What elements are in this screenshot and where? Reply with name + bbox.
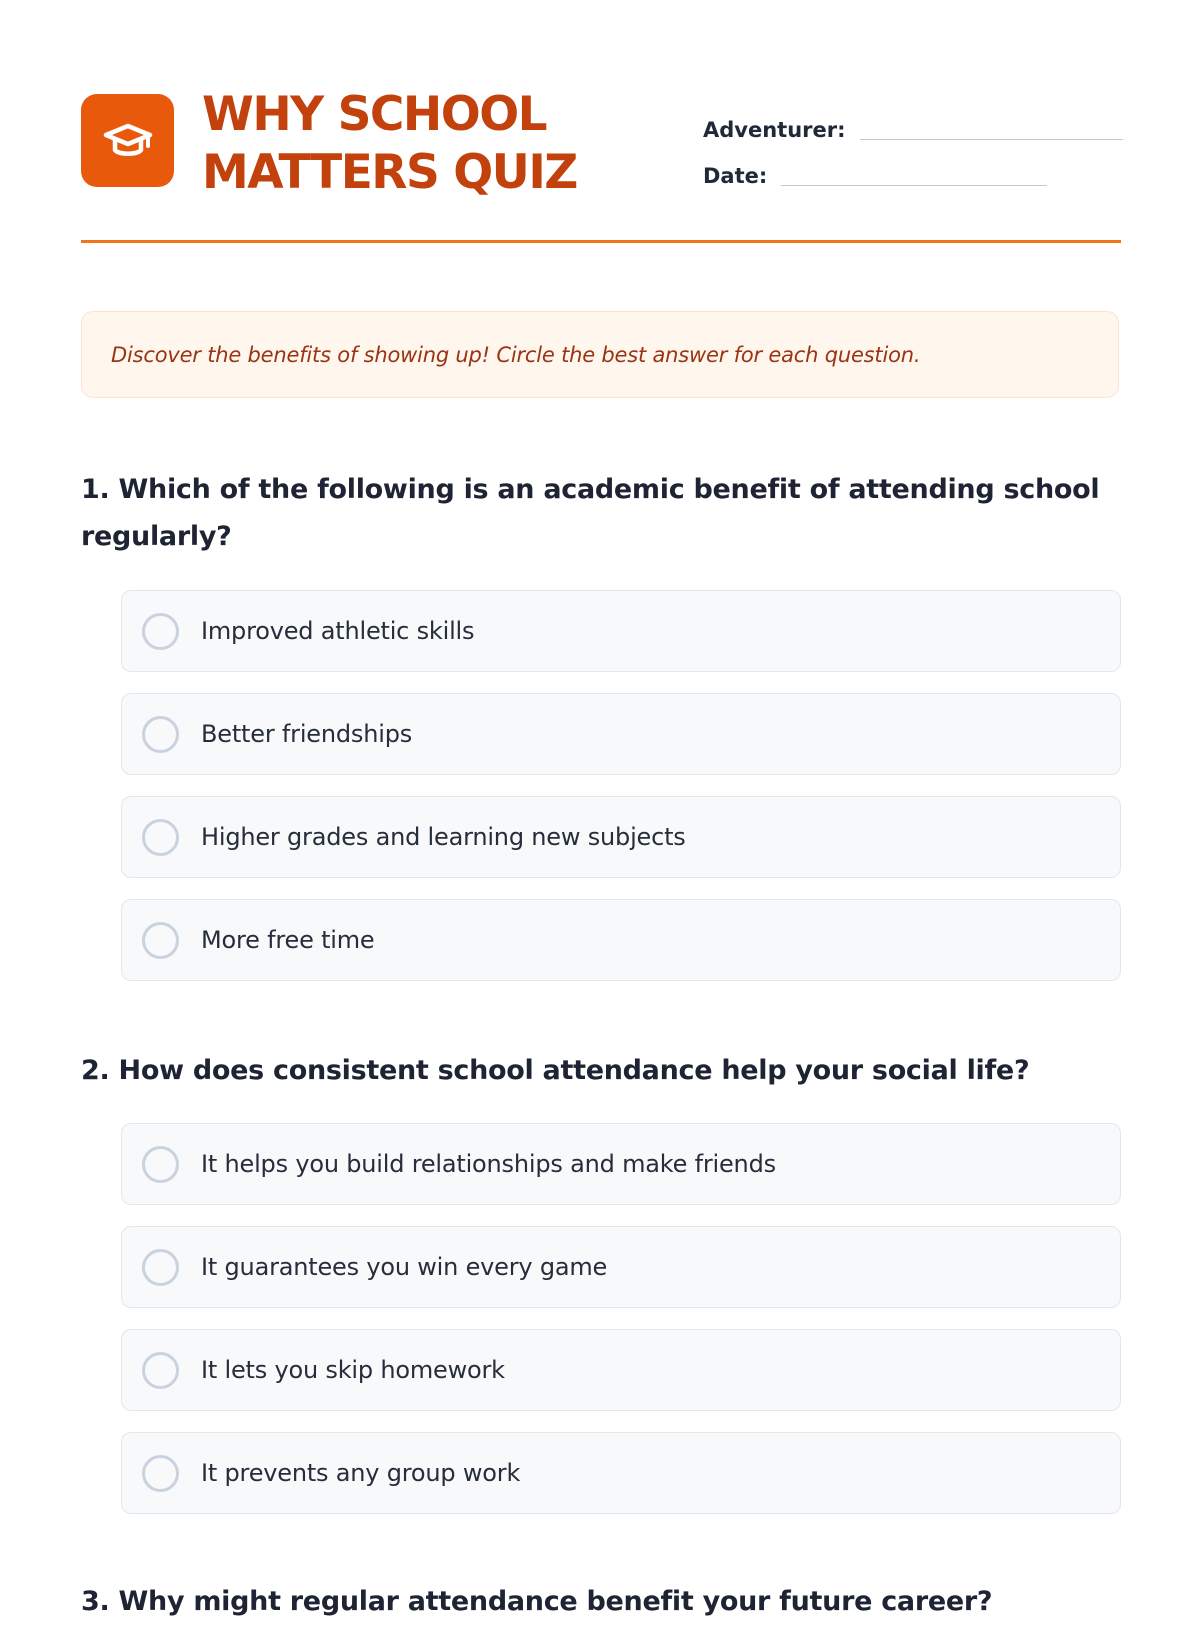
options-list xyxy=(121,590,1121,981)
question-text: 1. Which of the following is an academic benefit of attending school regularly? xyxy=(81,474,1100,552)
option-label: Higher grades and learning new subjects xyxy=(201,823,686,851)
question-text: 2. How does consistent school attendance help your social life? xyxy=(81,1055,1030,1086)
option[interactable] xyxy=(121,796,1121,878)
question-text: 3. Why might regular attendance benefit your future career? xyxy=(81,1586,993,1617)
adventurer-label: Adventurer: xyxy=(703,118,846,142)
header xyxy=(81,86,1121,206)
question-3 xyxy=(81,1578,1121,1625)
radio-circle-icon[interactable] xyxy=(142,716,179,753)
option[interactable] xyxy=(121,1432,1121,1514)
option[interactable] xyxy=(121,899,1121,981)
question-2 xyxy=(81,1047,1121,1535)
radio-circle-icon[interactable] xyxy=(142,819,179,856)
date-label: Date: xyxy=(703,164,768,188)
option[interactable] xyxy=(121,693,1121,775)
radio-circle-icon[interactable] xyxy=(142,1249,179,1286)
radio-circle-icon[interactable] xyxy=(142,1455,179,1492)
logo xyxy=(81,94,174,187)
options-list xyxy=(121,1123,1121,1514)
option-label: Better friendships xyxy=(201,720,413,748)
date-field[interactable] xyxy=(781,163,1047,186)
option-label: It lets you skip homework xyxy=(201,1356,505,1384)
option-label: It helps you build relationships and make friends xyxy=(201,1150,776,1178)
radio-circle-icon[interactable] xyxy=(142,922,179,959)
option-label: Improved athletic skills xyxy=(201,617,475,645)
option[interactable] xyxy=(121,1329,1121,1411)
option-label: It guarantees you win every game xyxy=(201,1253,608,1281)
date-row xyxy=(703,146,1123,192)
option[interactable] xyxy=(121,590,1121,672)
student-info xyxy=(703,100,1123,192)
option[interactable] xyxy=(121,1123,1121,1205)
radio-circle-icon[interactable] xyxy=(142,1352,179,1389)
radio-circle-icon[interactable] xyxy=(142,613,179,650)
adventurer-row xyxy=(703,100,1123,146)
option-label: It prevents any group work xyxy=(201,1459,521,1487)
adventurer-field[interactable] xyxy=(860,117,1123,140)
radio-circle-icon[interactable] xyxy=(142,1146,179,1183)
question-1 xyxy=(81,466,1121,1002)
option-label: More free time xyxy=(201,926,375,954)
page-title: WHY SCHOOL MATTERS QUIZ xyxy=(202,87,577,200)
graduation-cap-icon xyxy=(102,115,154,167)
instructions-box: Discover the benefits of showing up! Circle the best answer for each question. xyxy=(81,311,1119,398)
header-divider xyxy=(81,240,1121,243)
option[interactable] xyxy=(121,1226,1121,1308)
